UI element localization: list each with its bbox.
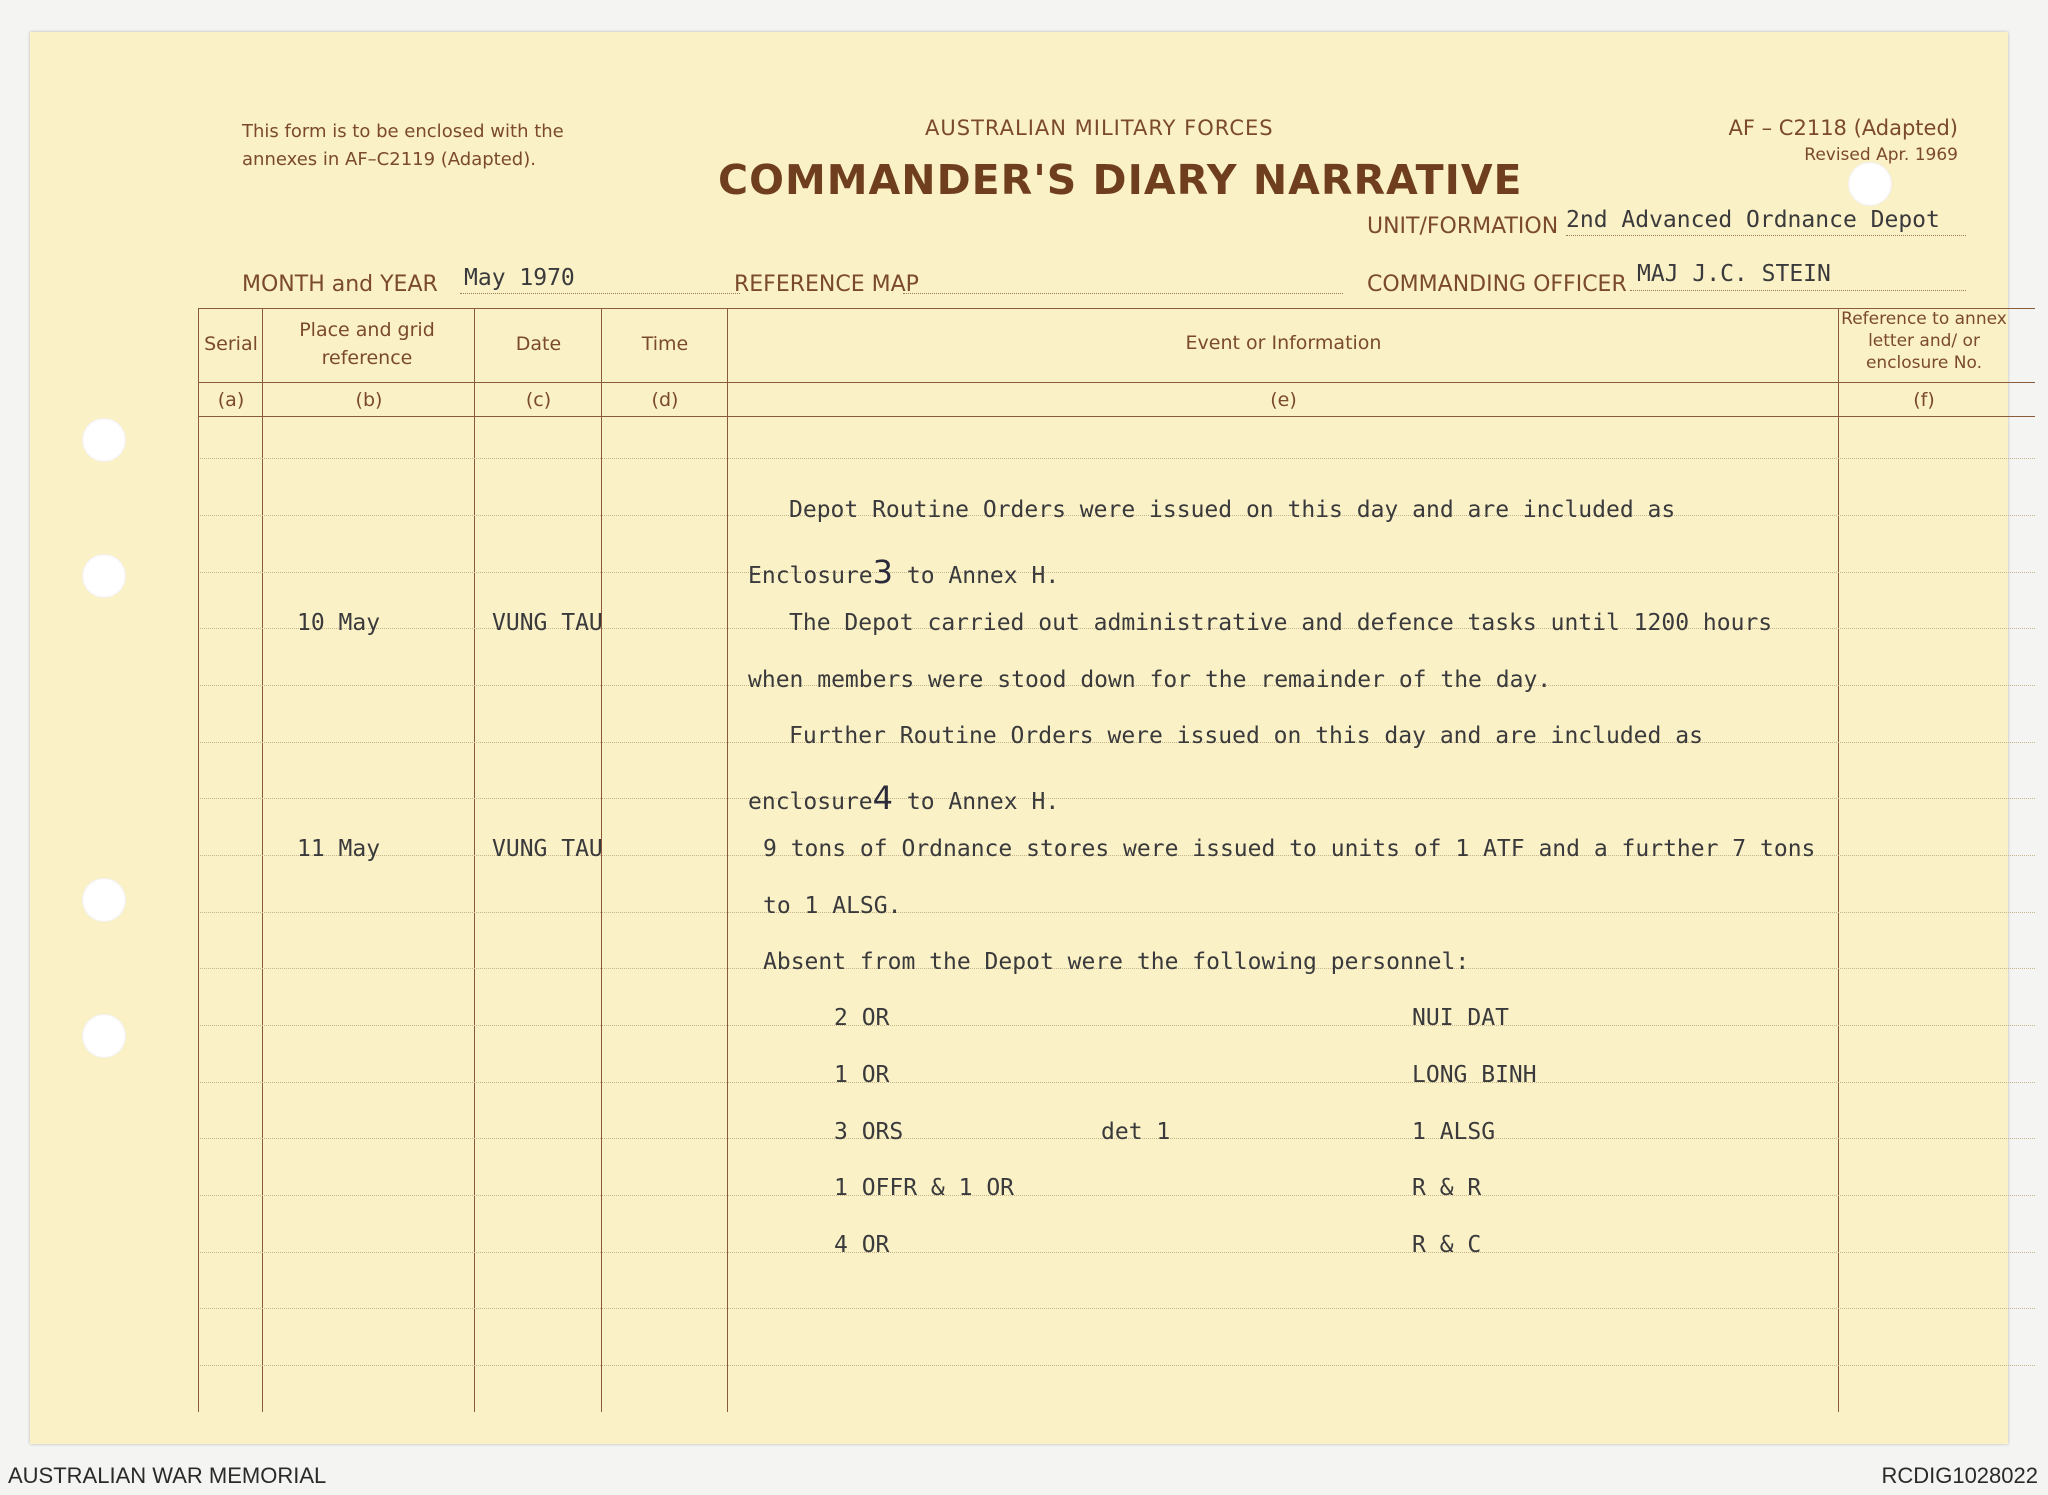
- ruled-line: [200, 1025, 2035, 1026]
- enclosure-note: This form is to be enclosed with the annexes in AF–C2119 (Adapted).: [242, 121, 564, 170]
- reference-map-label: REFERENCE MAP: [734, 272, 919, 297]
- ruled-line: [200, 912, 2035, 913]
- absent-who: 1 OFFR & 1 OR: [834, 1175, 1015, 1201]
- ruled-line: [200, 1195, 2035, 1196]
- event-line: [748, 553, 1059, 591]
- form-number: AF – C2118 (Adapted): [1728, 116, 1958, 140]
- col-header-serial: Serial: [204, 333, 258, 355]
- event-line: Absent from the Depot were the following personnel:: [763, 949, 1470, 975]
- col-code: (e): [1270, 389, 1297, 411]
- punch-hole: [82, 554, 126, 598]
- ruled-line: [200, 572, 2035, 573]
- month-underline: [460, 293, 740, 294]
- col-header-time: Time: [641, 333, 689, 355]
- handwritten-enclosure-number: 4: [872, 779, 893, 817]
- col-header-date: Date: [515, 333, 562, 355]
- month-year-label: MONTH and YEAR: [242, 272, 438, 297]
- co-underline: [1630, 290, 1966, 291]
- event-text: enclosure: [748, 789, 873, 815]
- ruled-line: [200, 798, 2035, 799]
- handwritten-enclosure-number: 3: [872, 553, 893, 591]
- absent-det: det 1: [1101, 1119, 1171, 1145]
- ruled-line: [200, 1082, 2035, 1083]
- form-sheet: [30, 32, 2008, 1444]
- col-code: (f): [1913, 389, 1935, 411]
- event-text: Enclosure: [748, 563, 873, 589]
- commanding-officer-value: MAJ J.C. STEIN: [1637, 261, 1831, 287]
- event-line: [748, 779, 1059, 817]
- ruled-line: [200, 458, 2035, 459]
- absent-where: R & R: [1412, 1175, 1482, 1201]
- month-year-value: May 1970: [464, 265, 575, 291]
- ruled-line: [200, 1308, 2035, 1309]
- absent-where: R & C: [1412, 1232, 1482, 1258]
- entry-place: 10 May: [297, 610, 381, 636]
- event-line: to 1 ALSG.: [763, 893, 902, 919]
- column-rule: [474, 308, 475, 1412]
- form-title: COMMANDER'S DIARY NARRATIVE: [718, 156, 1523, 204]
- event-line: Further Routine Orders were issued on this day and are included as: [789, 723, 1703, 749]
- event-text: to Annex H.: [906, 789, 1060, 815]
- punch-hole: [82, 418, 126, 462]
- absent-who: 1 OR: [834, 1062, 890, 1088]
- column-rule: [1838, 308, 1839, 1412]
- event-line: when members were stood down for the remainder of the day.: [748, 667, 1552, 693]
- ruled-line: [200, 1365, 2035, 1366]
- absent-who: 2 OR: [834, 1005, 890, 1031]
- column-rule: [198, 308, 199, 1412]
- absent-where: 1 ALSG: [1412, 1119, 1496, 1145]
- unit-value: 2nd Advanced Ordnance Depot: [1566, 207, 1940, 233]
- col-code: (c): [525, 389, 552, 411]
- col-header-event: Event or Information: [1185, 332, 1382, 354]
- column-rule: [262, 308, 263, 1412]
- event-line: The Depot carried out administrative and defence tasks until 1200 hours: [789, 610, 1773, 636]
- col-code: (d): [651, 389, 679, 411]
- punch-hole: [82, 1014, 126, 1058]
- ruled-line: [200, 1252, 2035, 1253]
- punch-hole: [1848, 162, 1892, 206]
- refmap-underline: [903, 293, 1343, 294]
- absent-where: NUI DAT: [1412, 1005, 1509, 1031]
- absent-where: LONG BINH: [1412, 1062, 1537, 1088]
- col-header-reference: Reference to annex letter and/ or enclosure No.: [1841, 309, 2007, 373]
- absent-who: 4 OR: [834, 1232, 890, 1258]
- col-header-place: Place and grid reference: [299, 319, 435, 369]
- commanding-officer-label: COMMANDING OFFICER: [1367, 272, 1627, 297]
- unit-underline: [1566, 235, 1966, 236]
- event-text: to Annex H.: [906, 563, 1060, 589]
- column-rule: [727, 308, 728, 1412]
- entry-date: VUNG TAU: [492, 610, 603, 636]
- event-line: Depot Routine Orders were issued on this day and are included as: [789, 497, 1676, 523]
- col-code: (b): [355, 389, 383, 411]
- event-line: 9 tons of Ordnance stores were issued to units of 1 ATF and a further 7 tons: [763, 836, 1816, 862]
- revised-date: Revised Apr. 1969: [1804, 145, 1958, 165]
- archive-id: RCDIG1028022: [1881, 1463, 2038, 1488]
- archive-caption: AUSTRALIAN WAR MEMORIAL: [8, 1463, 327, 1488]
- col-code: (a): [217, 389, 245, 411]
- punch-hole: [82, 878, 126, 922]
- entry-date: VUNG TAU: [492, 836, 603, 862]
- unit-label: UNIT/FORMATION: [1367, 214, 1559, 239]
- entry-place: 11 May: [297, 836, 381, 862]
- org-name: AUSTRALIAN MILITARY FORCES: [925, 116, 1274, 140]
- absent-who: 3 ORS: [834, 1119, 904, 1145]
